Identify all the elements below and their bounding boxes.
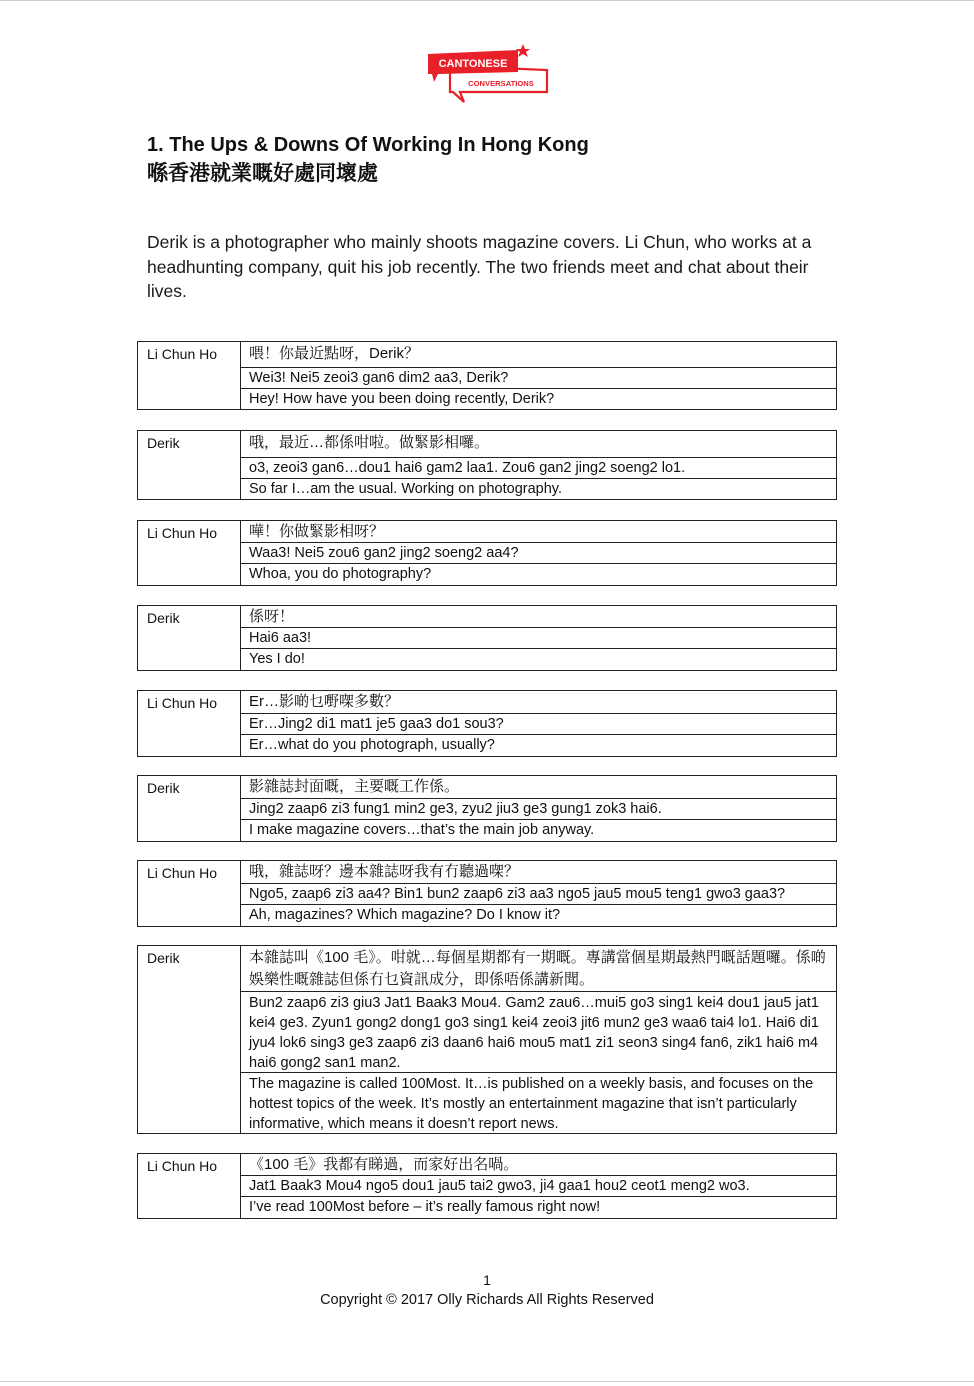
jyutping-line: Ngo5, zaap6 zi3 aa4? Bin1 bun2 zaap6 zi3 aa3 ngo5 jau5 mou5 teng1 gwo3 gaa3? — [241, 884, 836, 905]
chinese-line: 嘩！你做緊影相呀？ — [241, 521, 836, 543]
dialog-table — [137, 690, 837, 757]
chinese-line: 哦，雜誌呀？邊本雜誌呀我有冇聽過㗎？ — [241, 861, 836, 884]
jyutping-line: o3, zeoi3 gan6…dou1 hai6 gam2 laa1. Zou6 gan2 jing2 soeng2 lo1. — [241, 458, 836, 479]
english-line: Hey! How have you been doing recently, Derik? — [249, 391, 555, 407]
speaker-name: Li Chun Ho — [138, 342, 241, 409]
chinese-line: 《100 毛》我都有睇過，而家好出名喎。 — [241, 1154, 836, 1176]
chinese-line: Er…影啲乜嘢㗎多數？ — [241, 691, 836, 714]
jyutping-line: Bun2 zaap6 zi3 giu3 Jat1 Baak3 Mou4. Gam2 zau6…mui5 go3 sing1 kei4 dou1 jau5 jat1 kei4 ge3. Zyun1 gong2 dong1 go3 sing1 kei4 zeoi3 jit6 mun2 ge3 waa6 tai4 lo1. Hai6 di1 jyu4 lok6 sing3 ge3 zaap6 zi3 daan6 hai6 mou5 mat1 zi1 seon3 sing4 fan6, zik1 hai6 m4 hai6 gong2 san1 man2. — [241, 992, 836, 1073]
page-number: 1 — [483, 1272, 491, 1288]
lesson-title: 1. The Ups & Downs Of Working In Hong Kong — [147, 134, 589, 156]
english-line: Er…what do you photograph, usually? — [249, 737, 495, 753]
chinese-line: 哦，最近…都係咁啦。做緊影相囉。 — [241, 431, 836, 458]
english-line: Whoa, you do photography? — [249, 566, 432, 582]
star-icon — [516, 44, 530, 57]
speaker-name: Li Chun Ho — [138, 691, 241, 756]
copyright-notice: Copyright © 2017 Olly Richards All Rights Reserved — [320, 1292, 654, 1308]
cantonese-conversations-logo — [426, 44, 552, 104]
speaker-name: Derik — [138, 606, 241, 670]
english-line: Yes I do! — [249, 651, 305, 667]
speaker-name: Derik — [138, 431, 241, 499]
dialog-table — [137, 605, 837, 671]
chinese-line: 本雜誌叫《100 毛》。咁就…每個星期都有一期嘅。專講當個星期最熱門嘅話題囉。係啲娛樂性嘅雜誌但係冇乜資訊成分，即係唔係講新聞。 — [241, 946, 836, 992]
jyutping-line: Er…Jing2 di1 mat1 je5 gaa3 do1 sou3? — [241, 714, 836, 735]
dialog-table — [137, 775, 837, 842]
logo-line1: CANTONESE — [438, 58, 508, 70]
page-top-edge — [0, 0, 974, 1]
dialog-table — [137, 860, 837, 927]
dialog-table — [137, 1153, 837, 1219]
english-line: I’ve read 100Most before – it’s really famous right now! — [249, 1199, 601, 1215]
dialog-table — [137, 430, 837, 500]
chinese-line: 影雜誌封面嘅，主要嘅工作係。 — [241, 776, 836, 799]
english-line: I make magazine covers…that’s the main job anyway. — [249, 822, 595, 838]
lesson-subtitle-chinese: 喺香港就業嘅好處同壞處 — [147, 162, 378, 185]
jyutping-line: Wei3! Nei5 zeoi3 gan6 dim2 aa3, Derik? — [241, 368, 836, 389]
dialog-table — [137, 341, 837, 410]
english-line: Ah, magazines? Which magazine? Do I know it? — [249, 907, 561, 923]
logo-line2: CONVERSATIONS — [468, 79, 534, 88]
jyutping-line: Waa3! Nei5 zou6 gan2 jing2 soeng2 aa4? — [241, 543, 836, 564]
jyutping-line: Jing2 zaap6 zi3 fung1 min2 ge3, zyu2 jiu3 ge3 gung1 zok3 hai6. — [241, 799, 836, 820]
logo-graphic — [426, 44, 552, 104]
speaker-name: Li Chun Ho — [138, 1154, 241, 1218]
chinese-line: 喂！你最近點呀，Derik？ — [241, 342, 836, 368]
page-bottom-edge — [0, 1381, 974, 1382]
chinese-line: 係呀！ — [241, 606, 836, 628]
english-line: So far I…am the usual. Working on photography. — [249, 481, 562, 497]
speaker-name: Li Chun Ho — [138, 521, 241, 585]
intro-paragraph: Derik is a photographer who mainly shoots magazine covers. Li Chun, who works at a headhunting company, quit his job recently. The two friends meet and chat about their lives. — [147, 232, 812, 301]
speaker-name: Li Chun Ho — [138, 861, 241, 926]
jyutping-line: Hai6 aa3! — [241, 628, 836, 649]
jyutping-line: Jat1 Baak3 Mou4 ngo5 dou1 jau5 tai2 gwo3, ji4 gaa1 hou2 ceot1 meng2 wo3. — [241, 1176, 836, 1197]
speaker-name: Derik — [138, 946, 241, 1133]
speaker-name: Derik — [138, 776, 241, 841]
dialog-table — [137, 520, 837, 586]
english-line: The magazine is called 100Most. It…is published on a weekly basis, and focuses on the hottest topics of the week. It’s mostly an entertainment magazine that isn’t particularly informative, which means it doesn’t report news. — [249, 1076, 814, 1132]
dialog-table — [137, 945, 837, 1134]
